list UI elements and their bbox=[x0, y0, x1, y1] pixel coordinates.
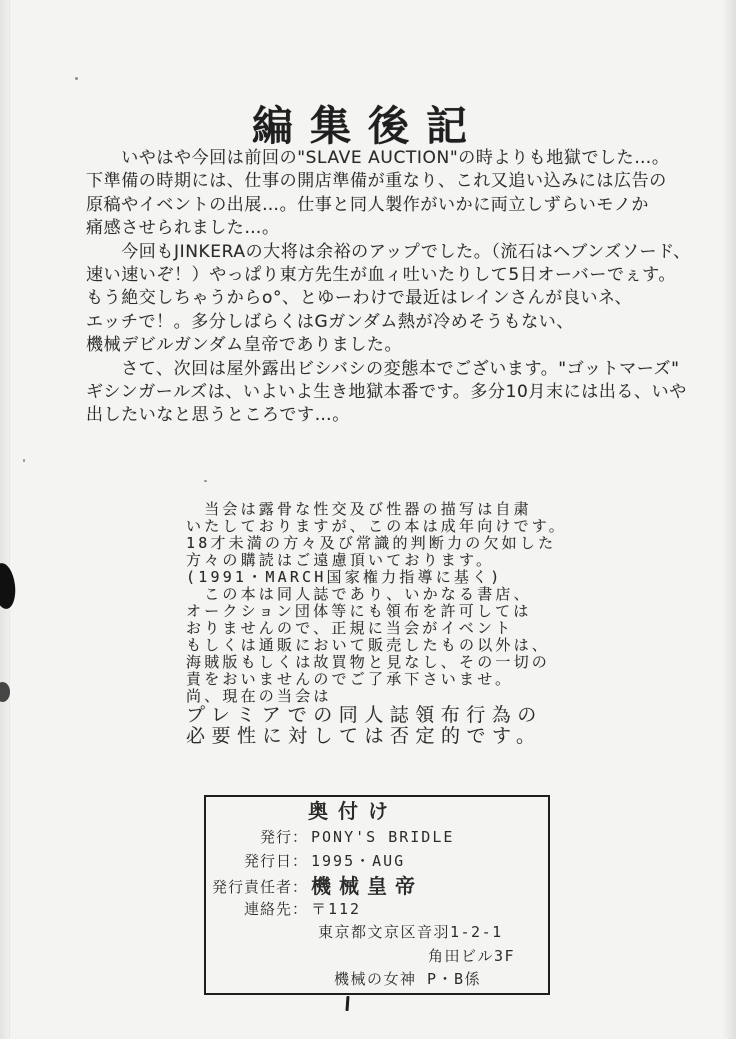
colophon-address bbox=[206, 921, 548, 992]
colophon-row bbox=[206, 897, 548, 921]
colophon-row-value: 1995・AUG bbox=[311, 852, 406, 870]
notice-line: 必要性に対しては否定的です。 bbox=[186, 724, 542, 747]
scan-speck bbox=[23, 459, 25, 462]
notice-line: (1991・MARCH国家権力指導に基く) bbox=[186, 568, 503, 586]
colophon-rows bbox=[206, 825, 548, 921]
afterword-line: 痛感させられました…。 bbox=[86, 218, 280, 239]
afterword-line: さて、次回は屋外露出ビシバシの変態本でございます。"ゴットマーズ" bbox=[86, 358, 680, 379]
page-number-mark bbox=[345, 996, 349, 1011]
colophon-row-value: PONY'S BRIDLE bbox=[311, 828, 455, 846]
colophon-address-line: 角田ビル3F bbox=[428, 946, 516, 965]
notice-line: 当会は露骨な性交及び性器の描写は自粛 bbox=[186, 500, 532, 518]
notice-line: 方々の購読はご遠慮頂いております。 bbox=[186, 551, 495, 569]
notice-line: 尚、現在の当会は bbox=[186, 687, 332, 705]
notice-line: オークション団体等にも領布を許可しては bbox=[186, 602, 532, 620]
afterword-line: 速い速いぞ！）やっぱり東方先生が血ィ吐いたりして5日オーバーでぇす。 bbox=[86, 264, 677, 285]
notice-line: いたしておりますが、この本は成年向けです。 bbox=[186, 517, 568, 535]
colophon-address-line: 機械の女神 P・B係 bbox=[334, 970, 482, 988]
notice-line: 海賊版もしくは故買物と見なし、その一切の bbox=[186, 653, 551, 671]
colophon-row-label: 発行日： bbox=[243, 852, 308, 870]
notice-line: おりませんので、正規に当会がイベント bbox=[186, 619, 514, 637]
colophon-row bbox=[206, 873, 548, 897]
notice-line: プレミアでの同人誌領布行為の bbox=[186, 704, 543, 726]
afterword-line: いやはや今回は前回の"SLAVE AUCTION"の時よりも地獄でした…。 bbox=[86, 148, 670, 168]
colophon-row-label: 発行責任者： bbox=[211, 878, 308, 896]
colophon-address-line: 東京都文京区音羽1-2-1 bbox=[318, 923, 503, 941]
afterword-line: もう絶交しちゃうからo°、とゆーわけで最近はレインさんが良いネ、 bbox=[86, 288, 633, 309]
colophon-row-value: 機械皇帝 bbox=[311, 874, 423, 898]
afterword-line: 下準備の時期には、仕事の開店準備が重なり、これ又追い込みには広告の bbox=[86, 171, 667, 192]
notice-line: 18才未満の方々及び常識的判断力の欠如した bbox=[186, 534, 557, 552]
notice-line: 責をおいませんのでご了承下さいませ。 bbox=[186, 670, 514, 688]
afterword-line: 原稿やイベントの出展…。仕事と同人製作がいかに両立しずらいモノか bbox=[86, 194, 650, 215]
afterword-line: 出したいなと思うところです…。 bbox=[86, 405, 350, 426]
colophon-row-value: 〒112 bbox=[311, 900, 362, 918]
scan-speck bbox=[204, 480, 207, 482]
colophon-box bbox=[204, 795, 550, 995]
colophon-row-label: 連絡先： bbox=[243, 900, 308, 918]
notice-block bbox=[186, 501, 586, 746]
notice-line: この本は同人誌であり、いかなる書店、 bbox=[186, 585, 532, 603]
page-title: 編集後記 bbox=[252, 102, 484, 151]
colophon-row bbox=[206, 849, 548, 873]
scan-right-edge bbox=[722, 0, 736, 1039]
afterword-line: エッチで！。多分しばらくはGガンダム熱が冷めそうもない、 bbox=[86, 311, 574, 332]
colophon-row-label: 発行： bbox=[259, 828, 308, 846]
afterword-line: 機械デビルガンダム皇帝でありました。 bbox=[86, 335, 403, 356]
afterword-line: ギシンガールズは、いよいよ生き地獄本番です。多分10月末には出る、いや bbox=[86, 381, 687, 402]
colophon-title: 奥付け bbox=[308, 799, 398, 823]
afterword-text bbox=[86, 147, 692, 428]
notice-line: もしくは通販において販売したもの以外は、 bbox=[186, 636, 551, 654]
scan-ink-blob bbox=[0, 562, 18, 610]
colophon-row bbox=[206, 825, 548, 849]
afterword-line: 今回もJINKERAの大将は余裕のアップでした。（流石はヘブンズソード、 bbox=[86, 241, 691, 262]
scan-left-edge bbox=[0, 0, 10, 1039]
scan-speck bbox=[75, 77, 78, 80]
